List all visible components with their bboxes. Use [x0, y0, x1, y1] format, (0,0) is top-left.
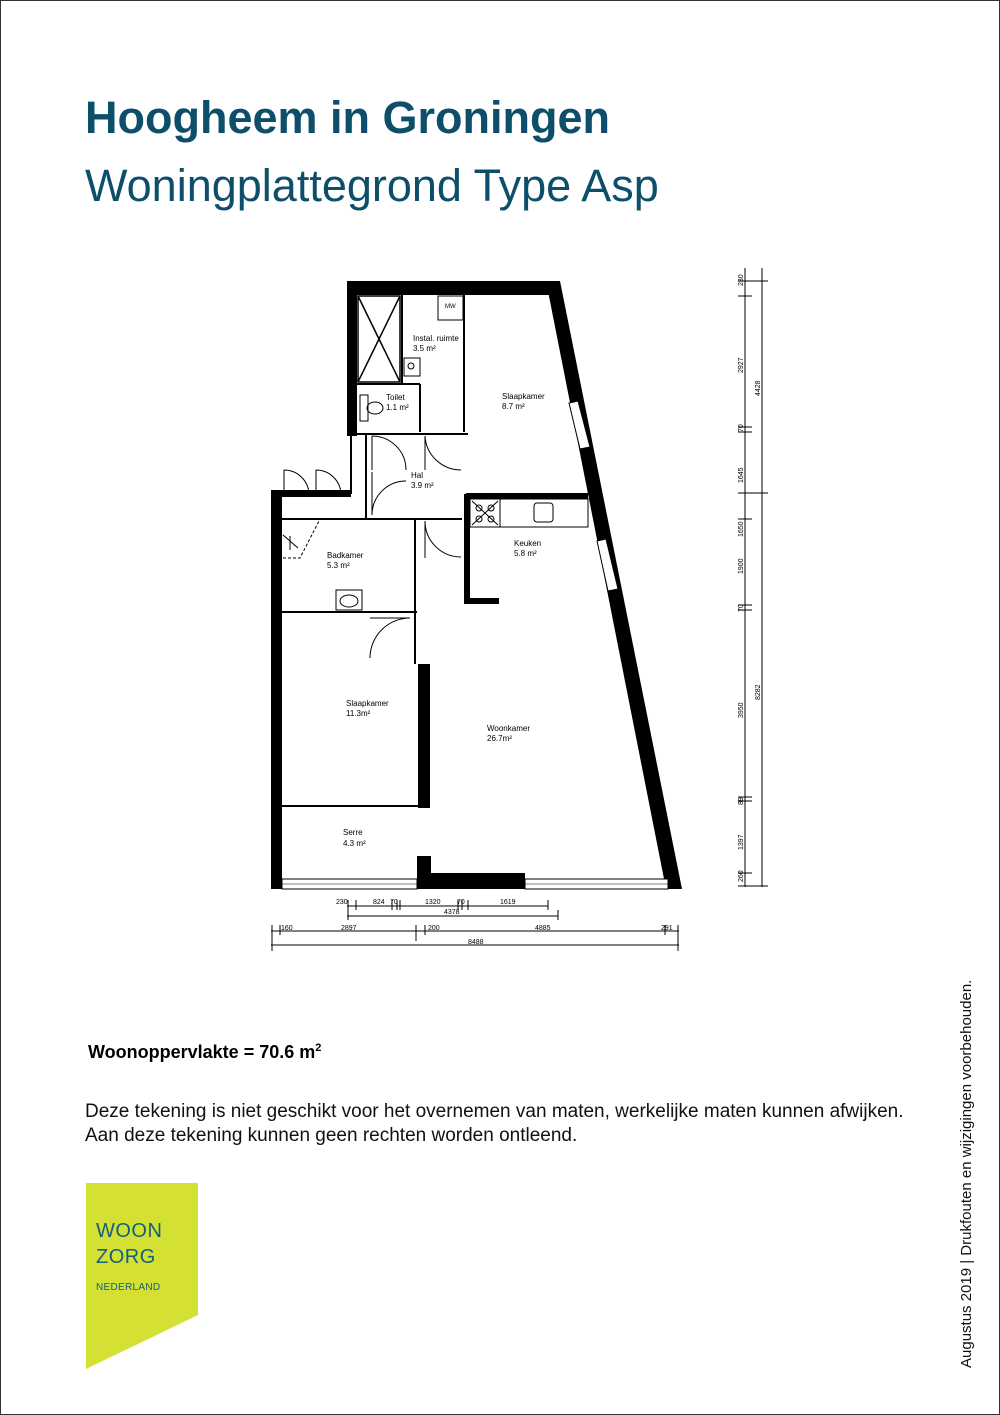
- label-toilet: Toilet: [386, 393, 405, 402]
- install-unit: [404, 358, 420, 376]
- svg-text:4378: 4378: [444, 909, 460, 916]
- svg-text:8488: 8488: [468, 939, 484, 946]
- svg-text:1900: 1900: [738, 558, 745, 574]
- disclaimer-text: Deze tekening is niet geschikt voor het overnemen van maten, werkelijke maten kunnen afwijken. Aan deze tekening kunnen geen rechten worden ontleend.: [85, 1101, 904, 1146]
- logo-text-nederland: NEDERLAND: [96, 1282, 161, 1293]
- logo-text-woon: WOON: [96, 1220, 163, 1242]
- label-instal: Instal. ruimte: [413, 334, 459, 343]
- logo-text-zorg: ZORG: [96, 1246, 156, 1268]
- area-toilet: 1.1 m²: [386, 403, 409, 412]
- svg-text:4885: 4885: [535, 925, 551, 932]
- dimension-labels-right: [738, 274, 762, 882]
- label-keuken: Keuken: [514, 539, 542, 548]
- side-note: Augustus 2019 | Drukfouten en wijzigingen voorbehouden.: [958, 979, 975, 1368]
- shaft: [358, 296, 400, 382]
- svg-text:1397: 1397: [738, 834, 745, 850]
- sink: [336, 590, 362, 610]
- toilet-fixture: [360, 395, 383, 421]
- svg-text:8282: 8282: [755, 684, 762, 700]
- svg-text:2927: 2927: [738, 357, 745, 373]
- label-slaapkamer-2: Slaapkamer: [346, 699, 389, 708]
- svg-text:1650: 1650: [738, 521, 745, 537]
- svg-text:4428: 4428: [755, 380, 762, 396]
- svg-text:230: 230: [738, 274, 745, 286]
- area-serre: 4.3 m²: [343, 839, 366, 848]
- mw-label: MW: [445, 304, 456, 310]
- svg-text:260: 260: [738, 870, 745, 882]
- svg-text:1619: 1619: [500, 899, 516, 906]
- label-slaapkamer-1: Slaapkamer: [502, 392, 545, 401]
- area-keuken: 5.8 m²: [514, 549, 537, 558]
- walls: [271, 281, 682, 889]
- woonzorg-logo: [86, 1183, 198, 1369]
- svg-text:70: 70: [457, 899, 465, 906]
- area-woonkamer: 26.7m²: [487, 734, 512, 743]
- svg-text:200: 200: [428, 925, 440, 932]
- svg-text:291: 291: [661, 925, 673, 932]
- svg-text:70: 70: [738, 604, 745, 612]
- drain: [283, 535, 298, 550]
- page-subtitle: Woningplattegrond Type Asp: [85, 160, 659, 211]
- label-badkamer: Badkamer: [327, 551, 364, 560]
- label-woonkamer: Woonkamer: [487, 724, 530, 733]
- area-slaapkamer-1: 8.7 m²: [502, 402, 525, 411]
- svg-text:1320: 1320: [425, 899, 441, 906]
- svg-text:3950: 3950: [738, 702, 745, 718]
- svg-text:70: 70: [390, 899, 398, 906]
- kitchen-counter: [470, 499, 588, 527]
- svg-text:2897: 2897: [341, 925, 357, 932]
- windows: [282, 401, 668, 889]
- page-title: Hoogheem in Groningen: [85, 92, 610, 143]
- area-hal: 3.9 m²: [411, 481, 434, 490]
- living-area-total: Woonoppervlakte = 70.6 $m^2$: [88, 1042, 322, 1062]
- svg-text:824: 824: [373, 899, 385, 906]
- svg-text:1645: 1645: [738, 467, 745, 483]
- svg-text:160: 160: [281, 925, 293, 932]
- doors: [284, 436, 461, 658]
- label-serre: Serre: [343, 828, 363, 837]
- svg-text:70: 70: [738, 424, 745, 432]
- svg-text:230: 230: [336, 899, 348, 906]
- svg-text:89: 89: [738, 797, 745, 805]
- area-slaapkamer-2: 11.3m²: [346, 709, 371, 718]
- label-hal: Hal: [411, 471, 424, 480]
- area-badkamer: 5.3 m²: [327, 561, 350, 570]
- area-instal: 3.5 m²: [413, 344, 436, 353]
